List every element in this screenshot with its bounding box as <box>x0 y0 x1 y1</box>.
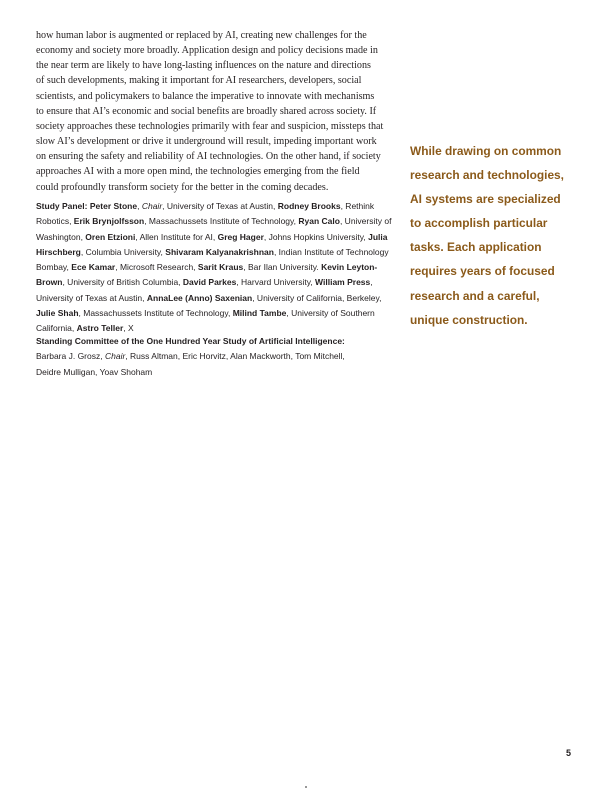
committee-heading: Standing Committee of the One Hundred Year Study of Artificial Intelligence: <box>36 336 345 346</box>
standing-committee: Standing Committee of the One Hundred Year Study of Artificial Intelligence: Barbara J. Grosz, Chair, Russ Altman, Eric Horvitz, Alan Mackworth, Tom Mitchell, Deidre Mulligan, Yoav Shoham <box>36 334 402 380</box>
body-line: approaches AI with a more open mind, the technologies emerging from the field <box>36 166 360 178</box>
panel-member-name: Shivaram Kalyanakrishnan <box>165 246 274 257</box>
body-paragraph <box>36 28 402 195</box>
panel-member-name: Erik Brynjolfsson <box>73 216 145 227</box>
panel-member-affiliation: , Indian Institute of Technology Bombay, <box>36 246 389 272</box>
pull-quote-line: research and technologies, <box>410 168 564 183</box>
panel-member-affiliation: , University of Washington, <box>36 216 392 242</box>
body-line: could profoundly transform society for the better in the coming decades. <box>36 181 329 193</box>
panel-member-name: Ryan Calo <box>298 216 340 227</box>
panel-member-affiliation: , University of British Columbia, <box>62 277 183 288</box>
panel-member-affiliation: , University of Southern California, <box>36 307 375 333</box>
body-line: to ensure that AI’s economic and social benefits are broadly shared across society. If <box>36 105 377 117</box>
body-line: how human labor is augmented or replaced by AI, creating new challenges for the <box>36 30 367 41</box>
panel-member-name: Milind Tambe <box>232 307 287 318</box>
body-line: scientists, and policymakers to balance the imperative to innovate with mechanisms <box>36 90 375 102</box>
panel-member-affiliation: , Bar Ilan University. <box>243 262 322 272</box>
pull-quote-line: tasks. Each application <box>410 240 542 255</box>
committee-chair-name: Barbara J. Grosz <box>36 351 101 362</box>
body-line: the near term are likely to have long-lasting influences on the nature and directions <box>36 60 371 72</box>
panel-member-name: Rodney Brooks <box>277 201 341 211</box>
body-line: economy and society more broadly. Application design and policy decisions made in <box>36 45 378 57</box>
panel-member-name: Astro Teller <box>76 323 124 333</box>
footer-dot <box>305 786 307 788</box>
panel-member-name: Greg Hager <box>217 231 264 242</box>
pull-quote-line: requires years of focused <box>410 264 555 279</box>
panel-member-affiliation: , University of Texas at Austin, <box>162 201 278 211</box>
panel-member-affiliation: , University of California, Berkeley, <box>252 292 382 303</box>
panel-member-name: David Parkes <box>182 277 237 288</box>
body-line: of such developments, making it important for AI researchers, developers, social <box>36 75 362 87</box>
panel-member-name: Julie Shah <box>36 307 79 318</box>
committee-members: Russ Altman, Eric Horvitz, Alan Mackworth, Tom Mitchell, <box>130 351 345 362</box>
panel-member-affiliation: , Microsoft Research, <box>115 262 198 272</box>
study-panel-label: Study Panel: <box>36 201 88 211</box>
panel-member-role: Chair <box>141 201 163 211</box>
panel-member-affiliation: , Massachussets Institute of Technology, <box>78 307 233 318</box>
body-line: slow AI’s development or drive it underground will result, impeding important work <box>36 136 377 148</box>
panel-member-affiliation: , Rethink Robotics, <box>36 201 375 227</box>
body-line: on ensuring the safety and reliability of AI technologies. On the other hand, if society <box>36 151 381 163</box>
panel-member-name: Peter Stone <box>89 201 138 211</box>
panel-member-name: William Press <box>315 277 371 288</box>
pull-quote-line: AI systems are specialized <box>410 192 561 207</box>
pull-quote-line: research and a careful, <box>410 288 540 303</box>
panel-member-name: Sarit Kraus <box>197 262 244 272</box>
panel-member-name: Kevin Leyton-Brown <box>36 262 378 288</box>
panel-member-name: Ece Kamar <box>71 262 116 272</box>
study-panel: Study Panel: Peter Stone, Chair, University of Texas at Austin, Rodney Brooks, Rethink Robotics, Erik Brynjolfsson, Massachussets Institute of Technology, Ryan Calo, University of Washington, Oren Etzioni, Allen Institute for AI, Greg Hager, Johns Hopkins University, Julia Hirschberg, Columbia University, Shivaram Kalyanakrishnan, Indian Institute of Technology Bombay, Ece Kamar, Microsoft Research, Sarit Kraus, Bar Ilan University. Kevin Leyton-Brown, University of British Columbia, David Parkes, Harvard University, William Press, University of Texas at Austin, AnnaLee (Anno) Saxenian, University of California, Berkeley, Julie Shah, Massachussets Institute of Technology, Milind Tambe, University of Southern California, Astro Teller, X <box>36 201 392 333</box>
panel-member-affiliation: , Johns Hopkins University, <box>263 231 369 242</box>
body-line: society approaches these technologies primarily with fear and suspicion, missteps that <box>36 120 384 132</box>
panel-member-affiliation: , Massachussets Institute of Technology, <box>144 216 299 227</box>
pull-quote-line: to accomplish particular <box>410 216 548 231</box>
panel-member-affiliation: , Allen Institute for AI, <box>135 231 218 242</box>
panel-member-affiliation: , University of Texas at Austin, <box>36 277 373 303</box>
committee-members: Deidre Mulligan, Yoav Shoham <box>36 366 153 377</box>
page-number: 5 <box>566 748 572 758</box>
pull-quote <box>410 139 580 332</box>
panel-member-affiliation: , Columbia University, <box>80 246 166 257</box>
panel-member-name: Julia Hirschberg <box>36 231 388 257</box>
panel-member-name: Oren Etzioni <box>85 231 136 242</box>
pull-quote-line: While drawing on common <box>410 144 562 158</box>
panel-member-affiliation: , X <box>123 323 134 333</box>
pull-quote-line: unique construction. <box>410 312 528 327</box>
panel-member-name: AnnaLee (Anno) Saxenian <box>146 292 253 303</box>
committee-chair-role: Chair <box>104 351 126 362</box>
panel-member-affiliation: , Harvard University, <box>236 277 316 288</box>
